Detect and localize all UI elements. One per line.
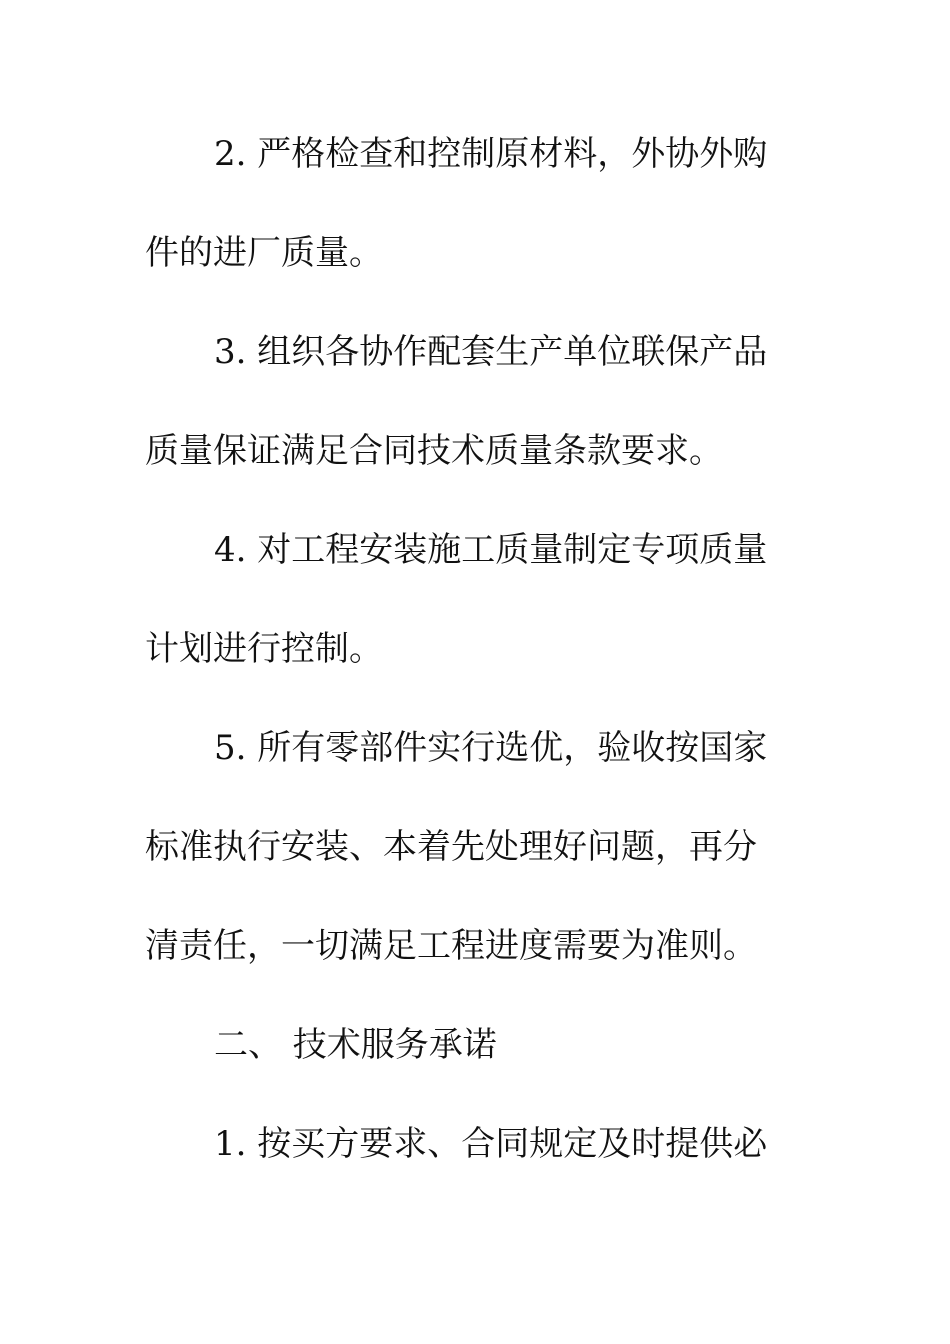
paragraph-line: 标准执行安装、本着先处理好问题，再分 <box>145 827 757 867</box>
paragraph-line: 4. 对工程安装施工质量制定专项质量 <box>214 530 768 570</box>
paragraph-line: 计划进行控制。 <box>145 629 383 669</box>
paragraph-line: 3. 组织各协作配套生产单位联保产品 <box>214 332 768 372</box>
paragraph-line: 件的进厂质量。 <box>145 233 383 273</box>
paragraph-line: 2. 严格检查和控制原材料，外协外购 <box>214 134 768 174</box>
paragraph-line: 质量保证满足合同技术质量条款要求。 <box>145 431 723 471</box>
paragraph-line: 1. 按买方要求、合同规定及时提供必 <box>214 1124 768 1164</box>
section-heading: 二、 技术服务承诺 <box>214 1025 497 1065</box>
paragraph-line: 5. 所有零部件实行选优，验收按国家 <box>214 728 768 768</box>
paragraph-line: 清责任，一切满足工程进度需要为准则。 <box>145 926 757 966</box>
